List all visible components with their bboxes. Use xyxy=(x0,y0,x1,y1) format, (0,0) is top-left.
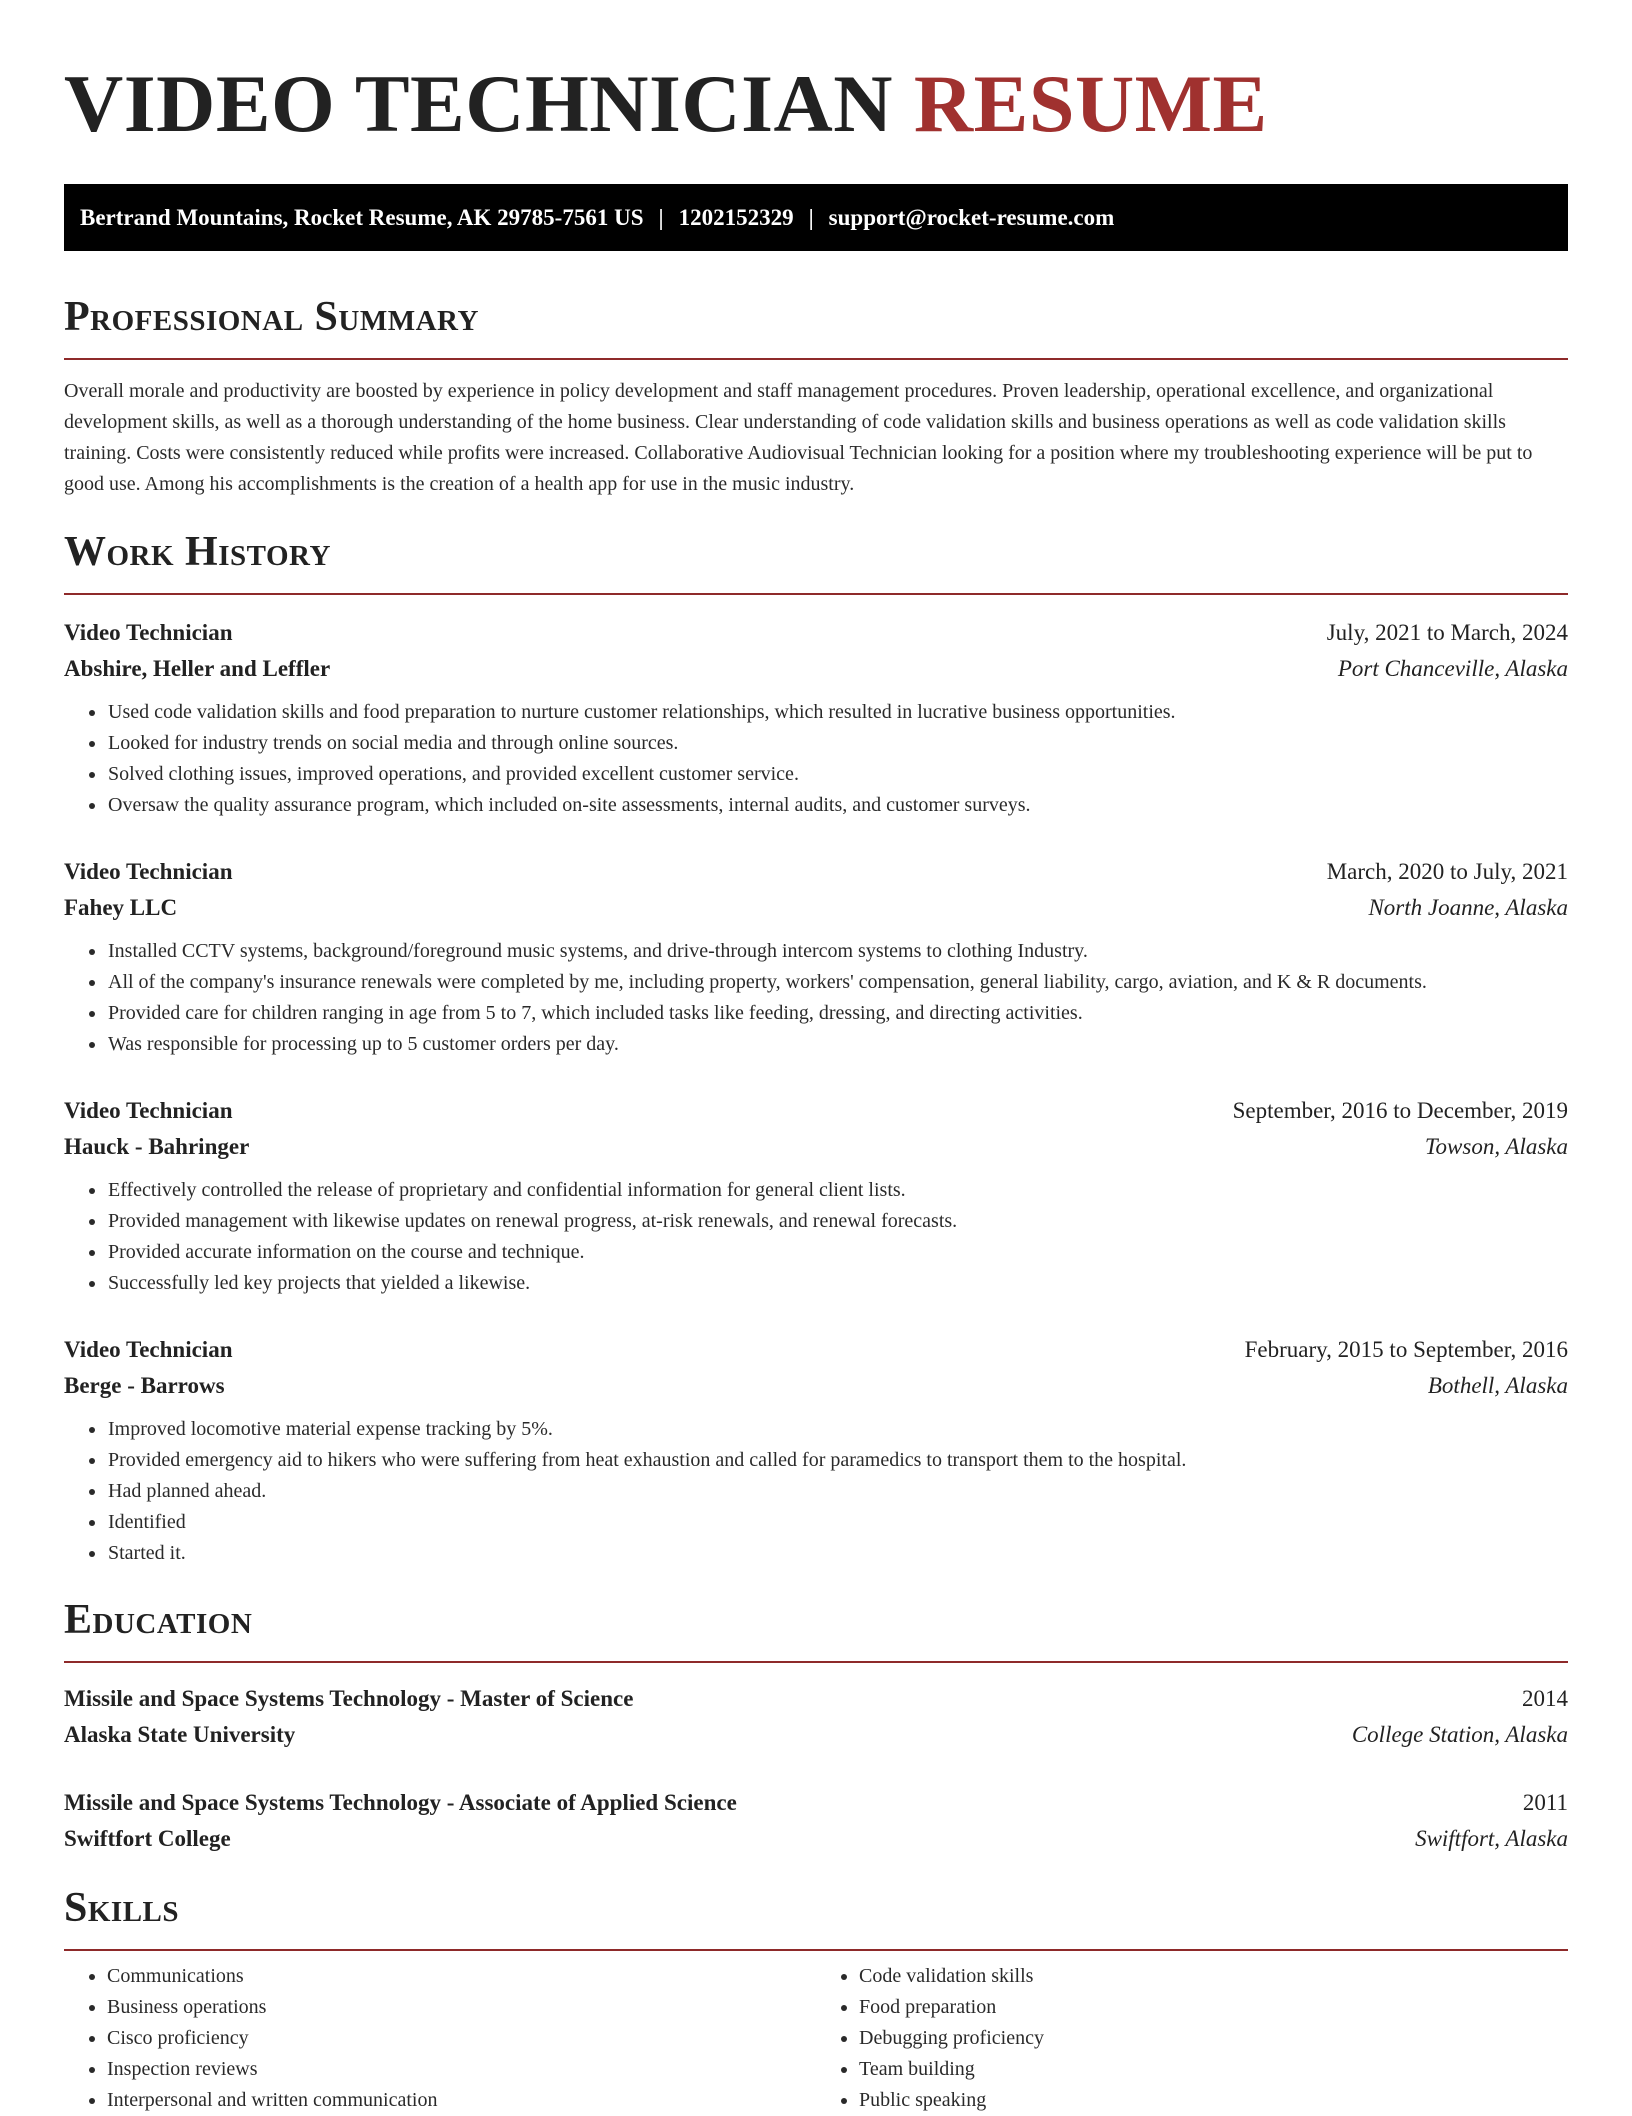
job-company: Fahey LLC xyxy=(64,895,178,920)
job-header-row xyxy=(64,615,1568,651)
skill-item: • Business operations xyxy=(107,1992,816,2023)
skill-item: • Communications xyxy=(107,1961,816,1992)
skill-item: • Cisco proficiency xyxy=(107,2023,816,2054)
skill-item: • Team building xyxy=(859,2054,1568,2085)
job-bullet: • Provided care for children ranging in age from 5 to 7, which included tasks like feeding, dressing, and directing activities. xyxy=(107,998,1568,1029)
job-bullets xyxy=(64,1414,1568,1569)
skills-list-right xyxy=(816,1961,1568,2116)
resume-title xyxy=(64,0,1568,150)
contact-email: support@rocket-resume.com xyxy=(828,204,1115,230)
skill-item: • Inspection reviews xyxy=(107,2054,816,2085)
contact-separator: | xyxy=(658,204,664,230)
job-bullet: • Started it. xyxy=(107,1538,1568,1569)
job-bullet: • Provided management with likewise updates on renewal progress, at-risk renewals, and renewal forecasts. xyxy=(107,1206,1568,1237)
work-history-heading: Work History xyxy=(64,529,331,575)
job-bullet: • Installed CCTV systems, background/foreground music systems, and drive-through intercom systems to clothing Industry. xyxy=(107,936,1568,967)
job-bullets xyxy=(64,697,1568,821)
skills-heading: Skills xyxy=(64,1885,180,1931)
job-company: Berge - Barrows xyxy=(64,1373,225,1398)
education-degree-row xyxy=(64,1681,1568,1717)
education-school-row xyxy=(64,1717,1568,1753)
job-entry xyxy=(64,615,1568,821)
work-history-section xyxy=(64,527,1568,1569)
education-location: Swiftfort, Alaska xyxy=(1415,1826,1568,1851)
skills-section xyxy=(64,1883,1568,2116)
section-divider xyxy=(64,593,1568,595)
title-main: VIDEO TECHNICIAN xyxy=(64,58,893,149)
job-company-row xyxy=(64,890,1568,926)
title-accent: RESUME xyxy=(913,58,1268,149)
job-bullet: • Provided emergency aid to hikers who were suffering from heat exhaustion and called for paramedics to transport them to the hospital. xyxy=(107,1445,1568,1476)
job-title: Video Technician xyxy=(64,1337,233,1362)
job-company: Abshire, Heller and Leffler xyxy=(64,656,331,681)
job-location: Port Chanceville, Alaska xyxy=(1337,656,1568,681)
skill-item: • Public speaking xyxy=(859,2085,1568,2116)
resume-page xyxy=(64,0,1568,2116)
education-year: 2011 xyxy=(1522,1790,1568,1815)
job-bullet: • Looked for industry trends on social media and through online sources. xyxy=(107,728,1568,759)
contact-separator: | xyxy=(808,204,814,230)
job-entry xyxy=(64,1332,1568,1569)
skills-list-left xyxy=(64,1961,816,2116)
contact-phone: 1202152329 xyxy=(678,204,794,230)
section-divider xyxy=(64,358,1568,360)
skill-item: • Interpersonal and written communication xyxy=(107,2085,816,2116)
job-bullet: • Oversaw the quality assurance program, which included on-site assessments, internal audits, and customer surveys. xyxy=(107,790,1568,821)
skill-item: • Code validation skills xyxy=(859,1961,1568,1992)
contact-address: Bertrand Mountains, Rocket Resume, AK 29785-7561 US xyxy=(80,204,644,230)
education-section xyxy=(64,1595,1568,1857)
education-school-row xyxy=(64,1821,1568,1857)
job-dates: September, 2016 to December, 2019 xyxy=(1232,1098,1568,1123)
education-year: 2014 xyxy=(1522,1686,1568,1711)
education-entry xyxy=(64,1785,1568,1857)
job-bullet: • Identified xyxy=(107,1507,1568,1538)
education-school: Swiftfort College xyxy=(64,1826,231,1851)
job-header-row xyxy=(64,1093,1568,1129)
job-bullet: • Had planned ahead. xyxy=(107,1476,1568,1507)
summary-section xyxy=(64,292,1568,500)
job-bullet: • Improved locomotive material expense tracking by 5%. xyxy=(107,1414,1568,1445)
education-degree-row xyxy=(64,1785,1568,1821)
job-company-row xyxy=(64,1129,1568,1165)
education-heading: Education xyxy=(64,1597,253,1643)
section-divider xyxy=(64,1661,1568,1663)
education-degree: Missile and Space Systems Technology - Associate of Applied Science xyxy=(64,1790,737,1815)
contact-bar xyxy=(64,184,1568,251)
job-bullet: • Was responsible for processing up to 5 customer orders per day. xyxy=(107,1029,1568,1060)
job-dates: February, 2015 to September, 2016 xyxy=(1244,1337,1568,1362)
job-bullets xyxy=(64,936,1568,1060)
job-dates: July, 2021 to March, 2024 xyxy=(1326,620,1568,645)
skill-item: • Food preparation xyxy=(859,1992,1568,2023)
job-company-row xyxy=(64,1368,1568,1404)
job-location: Towson, Alaska xyxy=(1424,1134,1568,1159)
job-dates: March, 2020 to July, 2021 xyxy=(1326,859,1568,884)
job-bullet: • Successfully led key projects that yielded a likewise. xyxy=(107,1268,1568,1299)
job-entry xyxy=(64,1093,1568,1299)
job-bullet: • Solved clothing issues, improved operations, and provided excellent customer service. xyxy=(107,759,1568,790)
job-company: Hauck - Bahringer xyxy=(64,1134,250,1159)
job-location: North Joanne, Alaska xyxy=(1368,895,1568,920)
summary-heading: Professional Summary xyxy=(64,294,479,340)
education-location: College Station, Alaska xyxy=(1351,1722,1568,1747)
job-bullet: • Effectively controlled the release of proprietary and confidential information for general client lists. xyxy=(107,1175,1568,1206)
job-bullets xyxy=(64,1175,1568,1299)
education-school: Alaska State University xyxy=(64,1722,296,1747)
job-location: Bothell, Alaska xyxy=(1427,1373,1568,1398)
job-header-row xyxy=(64,1332,1568,1368)
job-title: Video Technician xyxy=(64,620,233,645)
education-entry xyxy=(64,1681,1568,1753)
job-header-row xyxy=(64,854,1568,890)
skill-item: • Debugging proficiency xyxy=(859,2023,1568,2054)
job-title: Video Technician xyxy=(64,1098,233,1123)
summary-text: Overall morale and productivity are boosted by experience in policy development and staff management procedures. Proven leadership, operational excellence, and organizational development skills, as well as a thorough understanding of the home business. Clear understanding of code validation skills and business operations as well as code validation skills training. Costs were consistently reduced while profits were increased. Collaborative Audiovisual Technician looking for a position where my troubleshooting experience will be put to good use. Among his accomplishments is the creation of a health app for use in the music industry. xyxy=(64,380,1533,495)
job-company-row xyxy=(64,651,1568,687)
job-bullet: • Provided accurate information on the course and technique. xyxy=(107,1237,1568,1268)
section-divider xyxy=(64,1949,1568,1951)
skills-columns xyxy=(64,1961,1568,2116)
job-title: Video Technician xyxy=(64,859,233,884)
job-entry xyxy=(64,854,1568,1060)
education-degree: Missile and Space Systems Technology - Master of Science xyxy=(64,1686,634,1711)
job-bullet: • Used code validation skills and food preparation to nurture customer relationships, which resulted in lucrative business opportunities. xyxy=(107,697,1568,728)
job-bullet: • All of the company's insurance renewals were completed by me, including property, workers' compensation, general liability, cargo, aviation, and K & R documents. xyxy=(107,967,1568,998)
